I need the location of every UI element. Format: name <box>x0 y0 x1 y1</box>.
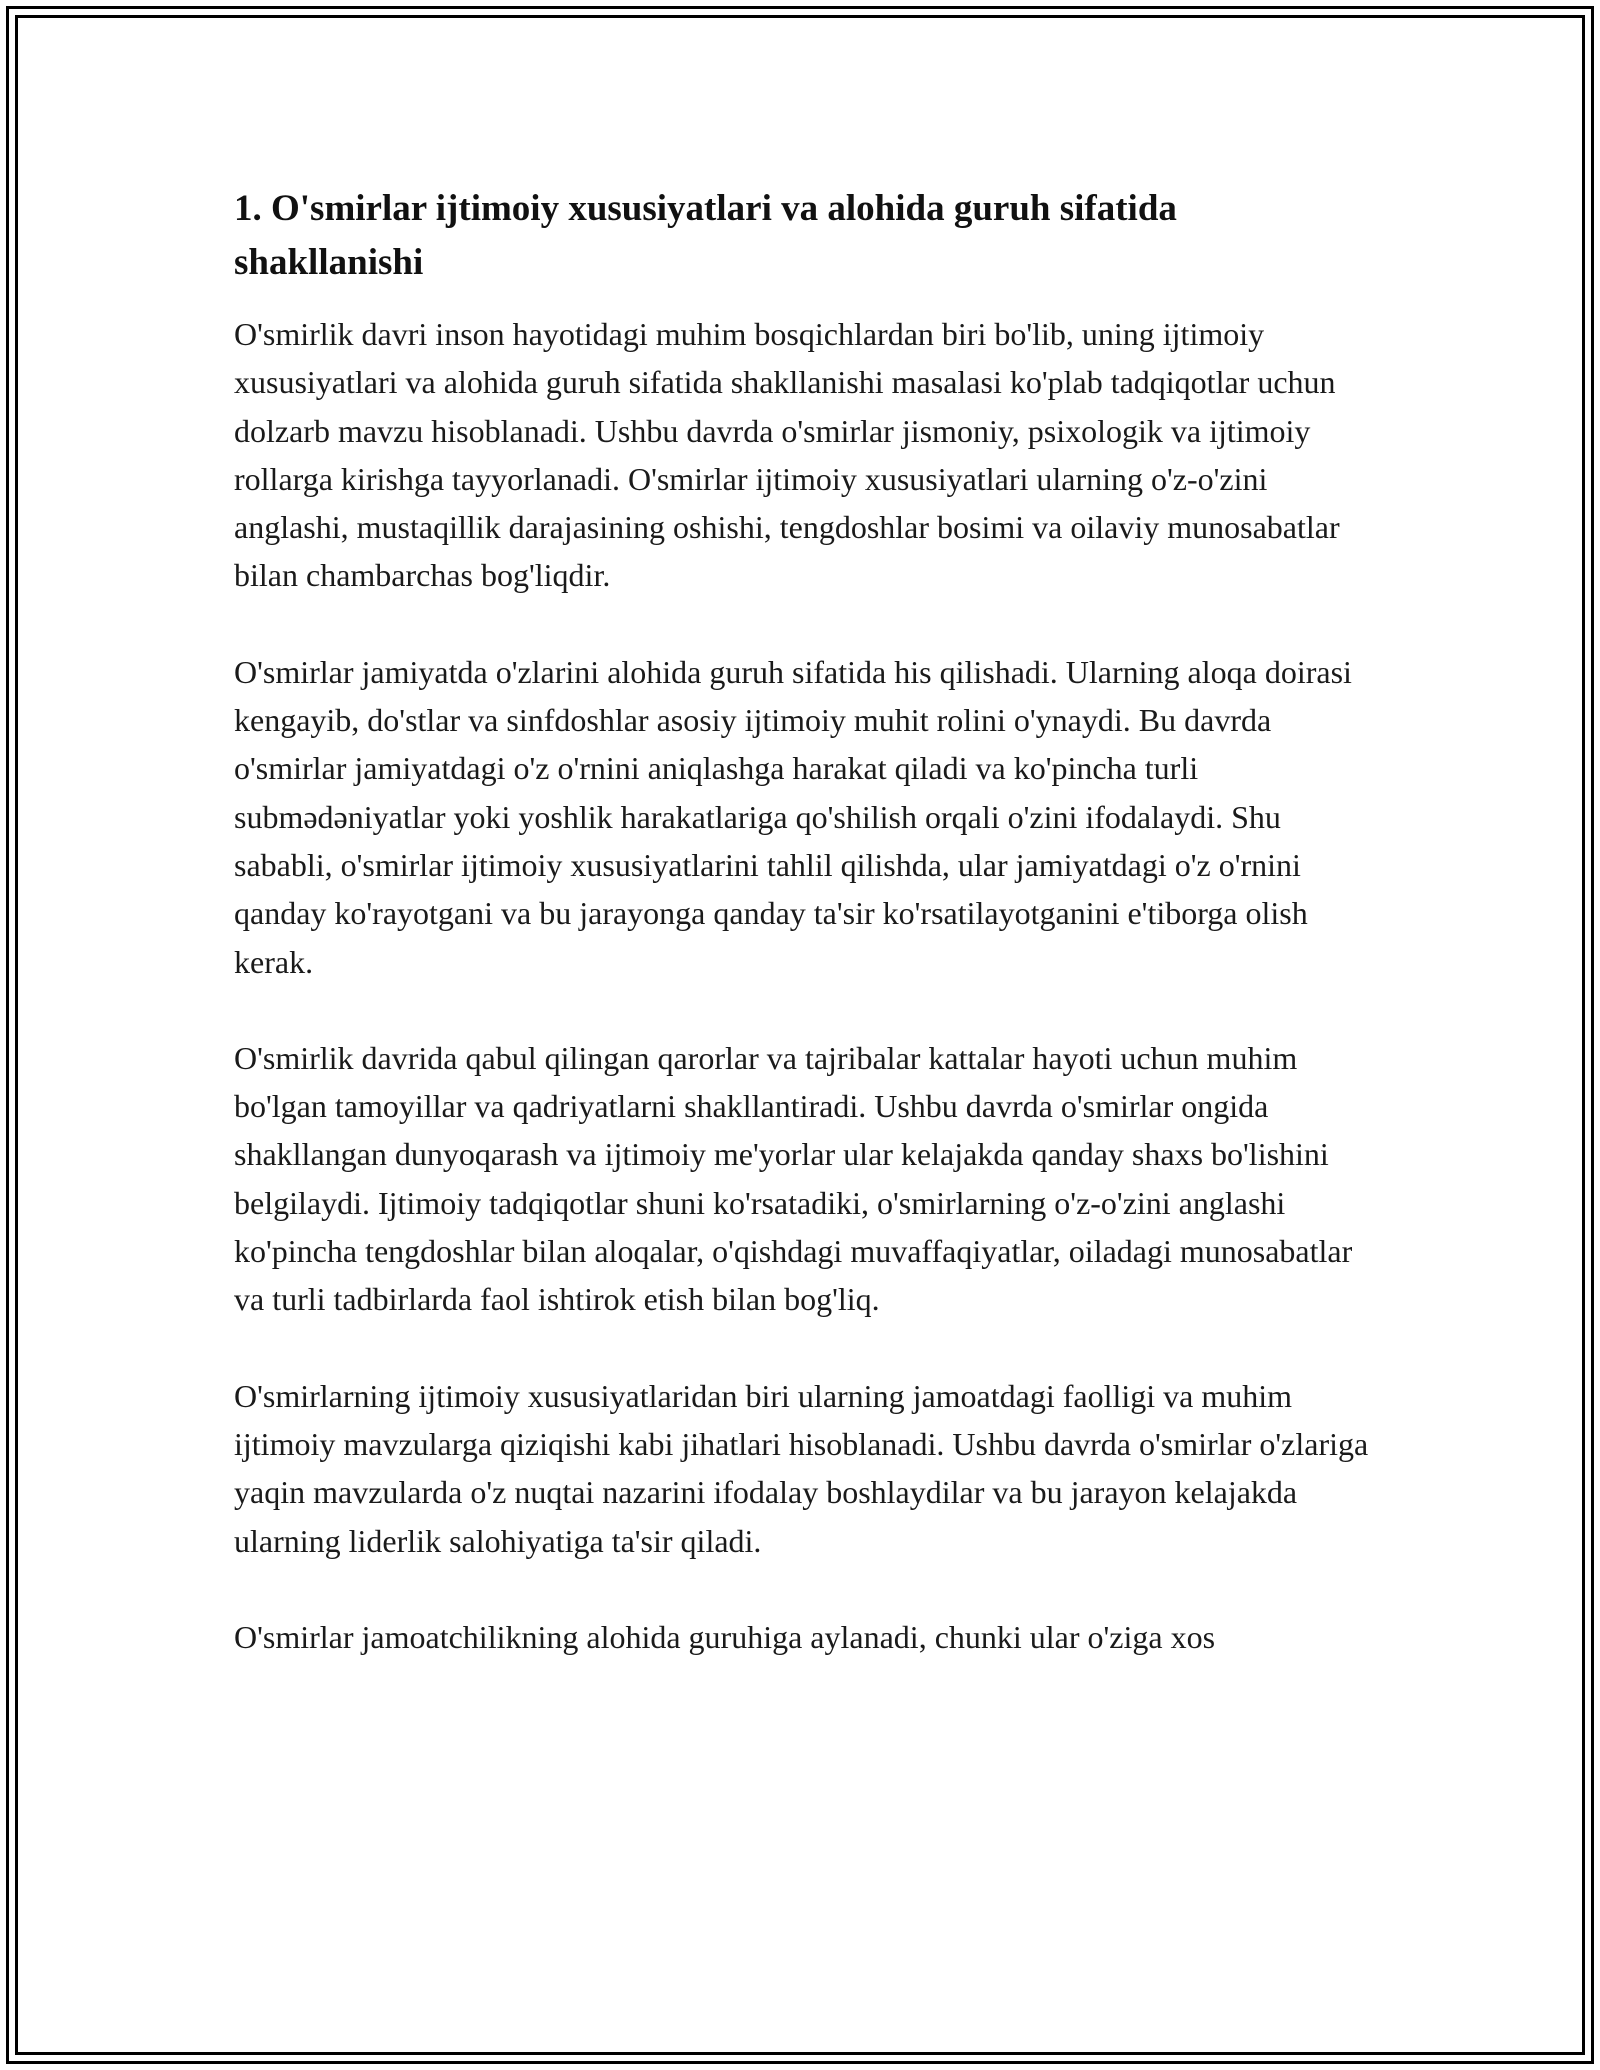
paragraph-2: O'smirlar jamiyatda o'zlarini alohida guruh sifatida his qilishadi. Ularning aloqa doirasi kengayib, do'stlar va sinfdoshlar asosiy ijtimoiy muhit rolini o'ynaydi. Bu davrda o'smirlar jamiyatdagi o'z o'rnini aniqlashga harakat qiladi va ko'pincha turli submədəniyatlar yoki yoshlik harakatlariga qo'shilish orqali o'zini ifodalaydi. Shu sababli, o'smirlar ijtimoiy xususiyatlarini tahlil qilishda, ular jamiyatdagi o'z o'rnini qanday ko'rayotgani va bu jarayonga qanday ta'sir ko'rsatilayotganini e'tiborga olish kerak. <box>234 653 1352 980</box>
paragraph-4: O'smirlarning ijtimoiy xususiyatlaridan biri ularning jamoatdagi faolligi va muhim ijtimoiy mavzularga qiziqishi kabi jihatlari hisoblanadi. Ushbu davrda o'smirlar o'zlariga yaqin mavzularda o'z nuqtai nazarini ifodalay boshlaydilar va bu jarayon kelajakda ularning liderlik salohiyatiga ta'sir qiladi. <box>234 1377 1369 1559</box>
paragraph-3: O'smirlik davrida qabul qilingan qarorlar va tajribalar kattalar hayoti uchun muhim bo'lgan tamoyillar va qadriyatlarni shakllantiradi. Ushbu davrda o'smirlar ongida shakllangan dunyoqarash va ijtimoiy me'yorlar ular kelajakda qanday shaxs bo'lishini belgilaydi. Ijtimoiy tadqiqotlar shuni ko'rsatadiki, o'smirlarning o'z-o'zini anglashi ko'pincha tengdoshlar bilan aloqalar, o'qishdagi muvaffaqiyatlar, oiladagi munosabatlar va turli tadbirlarda faol ishtirok etish bilan bog'liq. <box>234 1039 1353 1318</box>
document-body <box>234 182 1374 1709</box>
section-heading: 1. O'smirlar ijtimoiy xususiyatlari va alohida guruh sifatida shakllanishi <box>234 188 1177 283</box>
paragraph-1: O'smirlik davri inson hayotidagi muhim bosqichlardan biri bo'lib, uning ijtimoiy xususiyatlari va alohida guruh sifatida shakllanishi masalasi ko'plab tadqiqotlar uchun dolzarb mavzu hisoblanadi. Ushbu davrda o'smirlar jismoniy, psixologik va ijtimoiy rollarga kirishga tayyorlanadi. O'smirlar ijtimoiy xususiyatlari ularning o'z-o'zini anglashi, mustaqillik darajasining oshishi, tengdoshlar bosimi va oilaviy munosabatlar bilan chambarchas bog'liqdir. <box>234 316 1340 594</box>
paragraph-5: O'smirlar jamoatchilikning alohida guruhiga aylanadi, chunki ular o'ziga xos <box>234 1618 1216 1655</box>
